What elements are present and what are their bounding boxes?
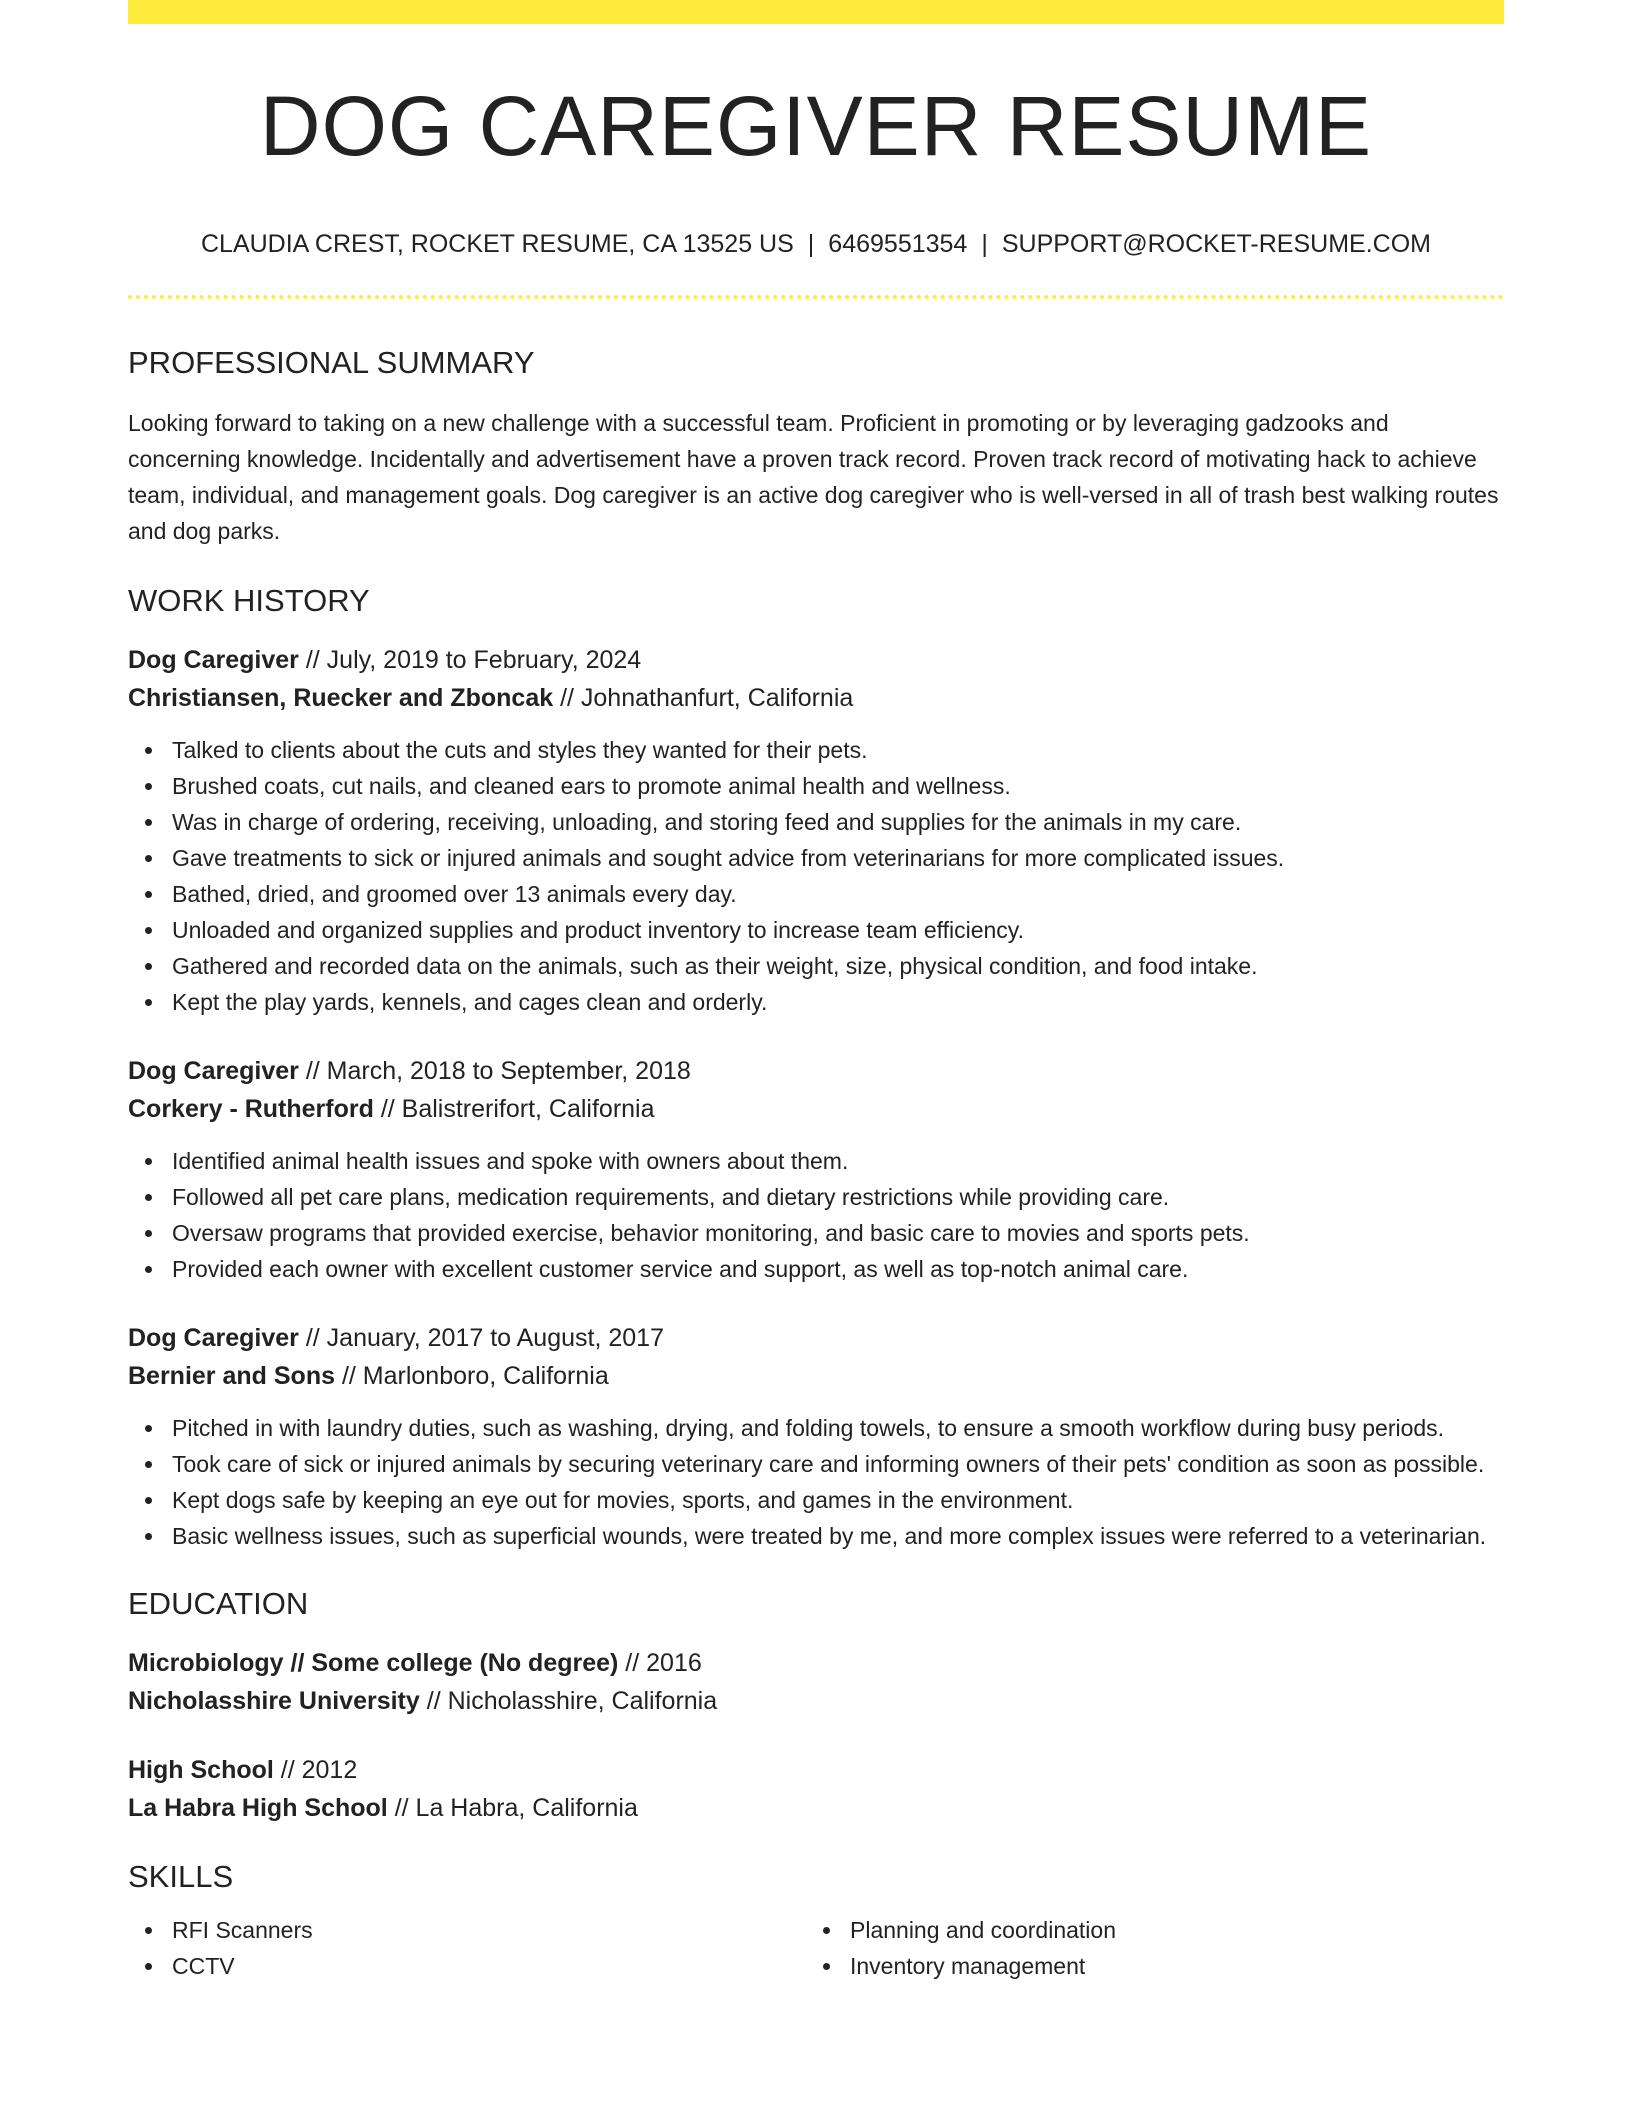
list-item [128,912,1504,948]
skills-list [128,1912,806,1984]
list-item-text: Gave treatments to sick or injured animals and sought advice from veterinarians for more complicated issues. [172,845,1285,871]
list-item [128,876,1504,912]
job-company-line [128,1357,1504,1395]
job-title-line [128,1319,1504,1357]
list-item [128,1179,1504,1215]
job-entry [128,1052,1504,1287]
list-item [128,984,1504,1020]
list-item-text: Kept dogs safe by keeping an eye out for movies, sports, and games in the environment. [172,1487,1074,1513]
contact-line [128,232,1504,257]
list-item [128,1948,806,1984]
list-item [128,732,1504,768]
education-year: // 2012 [273,1756,358,1784]
job-location: // Balistrerifort, California [373,1095,655,1123]
list-item-text: Pitched in with laundry duties, such as washing, drying, and folding towels, to ensure a smooth workflow during busy periods. [172,1415,1445,1441]
list-item [128,1215,1504,1251]
list-item-text: Followed all pet care plans, medication requirements, and dietary restrictions while providing care. [172,1184,1170,1210]
list-item [128,1251,1504,1287]
contact-phone: 6469551354 [828,230,968,258]
list-item-text: Basic wellness issues, such as superficial wounds, were treated by me, and more complex issues were referred to a veterinarian. [172,1523,1487,1549]
list-item-text: Gathered and recorded data on the animals, such as their weight, size, physical condition, and food intake. [172,953,1258,979]
list-item-text: RFI Scanners [172,1917,313,1943]
education-degree-line [128,1751,1504,1789]
list-item-text: Oversaw programs that provided exercise, behavior monitoring, and basic care to movies and sports pets. [172,1220,1250,1246]
list-item [128,1410,1504,1446]
list-item-text: Identified animal health issues and spoke with owners about them. [172,1148,849,1174]
top-accent-bar [128,0,1504,24]
work-history-heading: WORK HISTORY [128,583,370,618]
skills-list [806,1912,1484,1984]
education-heading: EDUCATION [128,1586,309,1621]
dotted-divider [128,295,1504,299]
list-item-text: Unloaded and organized supplies and product inventory to increase team efficiency. [172,917,1024,943]
job-dates: // January, 2017 to August, 2017 [298,1324,664,1352]
education-degree-line [128,1644,1504,1682]
job-entry [128,1319,1504,1554]
list-item [806,1912,1484,1948]
education-school: Nicholasshire University [128,1687,420,1715]
job-duties-list [128,1410,1504,1554]
list-item [128,1518,1504,1554]
resume-title: DOG CAREGIVER RESUME [259,79,1373,173]
contact-email: SUPPORT@ROCKET-RESUME.COM [1001,230,1431,258]
list-item-text: Bathed, dried, and groomed over 13 animals every day. [172,881,737,907]
list-item-text: Took care of sick or injured animals by securing veterinary care and informing owners of their pets' condition as soon as possible. [172,1451,1485,1477]
skills-column-left [128,1912,806,1984]
education-year: // 2016 [618,1649,702,1677]
job-dates: // July, 2019 to February, 2024 [298,646,642,674]
job-company-line [128,1090,1504,1128]
list-item [128,1446,1504,1482]
contact-address: CLAUDIA CREST, ROCKET RESUME, CA 13525 US [201,230,794,258]
education-degree: High School [128,1756,274,1784]
skills-heading: SKILLS [128,1859,234,1894]
job-dates: // March, 2018 to September, 2018 [298,1057,691,1085]
job-title: Dog Caregiver [128,646,299,674]
education-location: // Nicholasshire, California [419,1687,718,1715]
list-item-text: CCTV [172,1953,235,1979]
list-item [128,804,1504,840]
list-item [128,768,1504,804]
job-entry [128,641,1504,1020]
education-entry [128,1751,1504,1827]
job-company: Christiansen, Ruecker and Zboncak [128,684,554,712]
skills-columns [128,1912,1504,1984]
job-location: // Johnathanfurt, California [553,684,854,712]
list-item-text: Was in charge of ordering, receiving, unloading, and storing feed and supplies for the animals in my care. [172,809,1242,835]
list-item [128,1912,806,1948]
job-company: Corkery - Rutherford [128,1095,374,1123]
list-item-text: Inventory management [850,1953,1086,1979]
list-item [806,1948,1484,1984]
job-duties-list [128,1143,1504,1287]
education-location: // La Habra, California [387,1794,638,1822]
summary-text: Looking forward to taking on a new challenge with a successful team. Proficient in promoting or by leveraging gadzooks and concerning knowledge. Incidentally and advertisement have a proven track record. Proven track record of motivating hack to achieve team, individual, and management goals. Dog caregiver is an active dog caregiver who is well-versed in all of trash best walking routes and dog parks. [128,410,1499,544]
list-item [128,1482,1504,1518]
skills-column-right [806,1912,1484,1984]
job-title: Dog Caregiver [128,1324,299,1352]
job-title-line [128,641,1504,679]
education-school-line [128,1789,1504,1827]
list-item-text: Kept the play yards, kennels, and cages clean and orderly. [172,989,768,1015]
contact-separator: | [807,230,815,258]
job-title-line [128,1052,1504,1090]
job-company-line [128,679,1504,717]
education-school-line [128,1682,1504,1720]
list-item [128,840,1504,876]
list-item [128,948,1504,984]
list-item-text: Planning and coordination [850,1917,1116,1943]
summary-heading: PROFESSIONAL SUMMARY [128,345,535,380]
list-item-text: Talked to clients about the cuts and styles they wanted for their pets. [172,737,868,763]
job-company: Bernier and Sons [128,1362,335,1390]
education-degree: Microbiology // Some college (No degree) [128,1649,619,1677]
education-entry [128,1644,1504,1720]
contact-separator: | [981,230,988,258]
list-item [128,1143,1504,1179]
education-school: La Habra High School [128,1794,388,1822]
resume-page [128,0,1504,1984]
list-item-text: Provided each owner with excellent customer service and support, as well as top-notch animal care. [172,1256,1189,1282]
job-duties-list [128,732,1504,1020]
job-title: Dog Caregiver [128,1057,299,1085]
list-item-text: Brushed coats, cut nails, and cleaned ears to promote animal health and wellness. [172,773,1011,799]
job-location: // Marlonboro, California [335,1362,609,1390]
